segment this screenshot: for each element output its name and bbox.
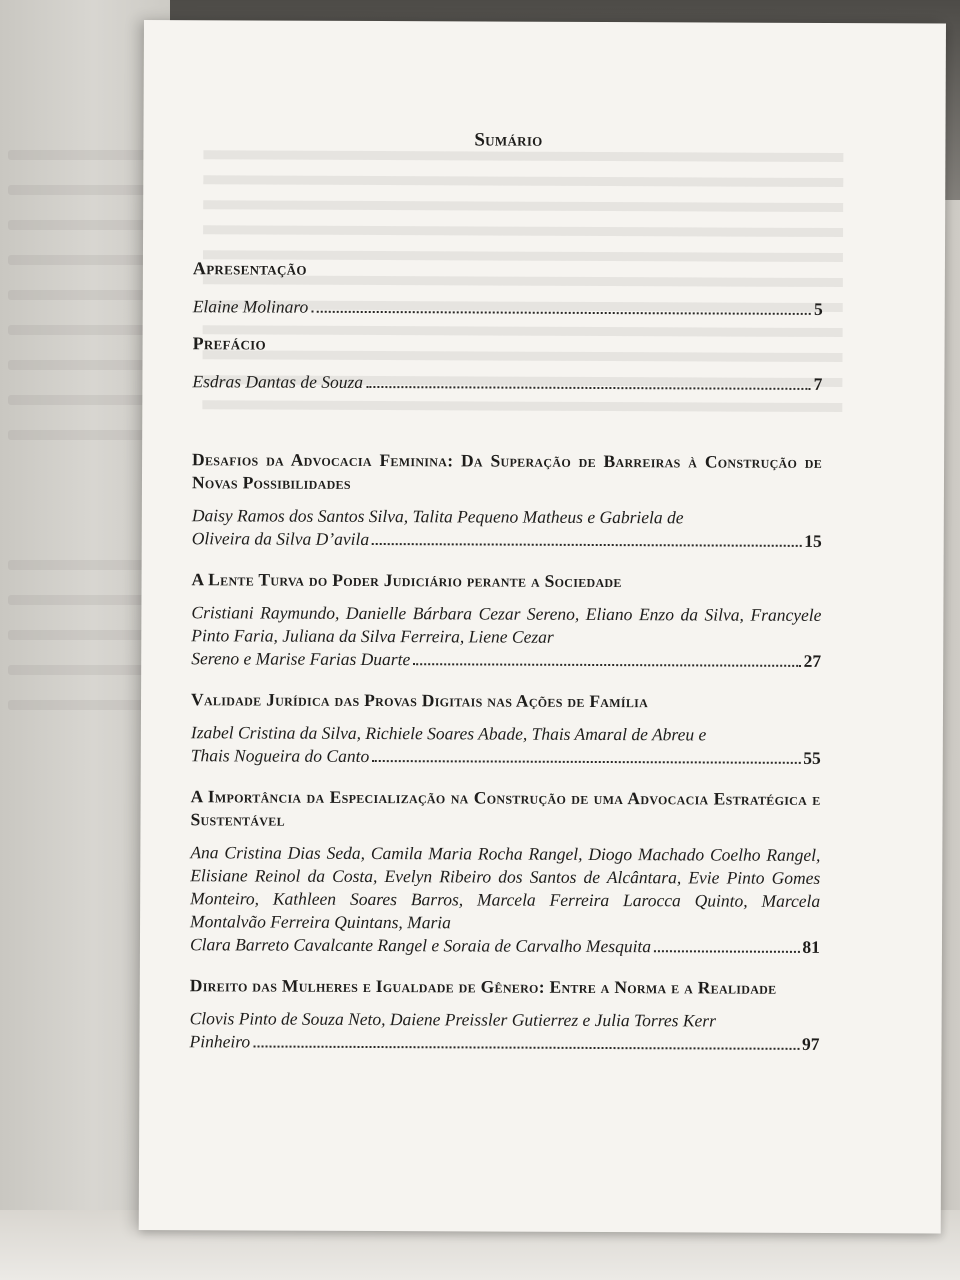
dot-leader [253,1044,799,1049]
chapter-title: A Importância da Especialização na Construção de uma Advocacia Estratégica e Sustentável [190,786,821,830]
entry-author: Esdras Dantas de Souza [192,371,364,392]
toc-chapter-1[interactable] [192,448,822,553]
dot-leader [372,759,800,764]
section-heading-prefacio: Prefácio [192,333,266,354]
chapter-authors-last-line [191,647,821,673]
chapter-authors-last-line [191,744,821,770]
chapter-authors: Daisy Ramos dos Santos Silva, Talita Pequeno Matheus e Gabriela de [191,505,684,528]
page-number: 97 [801,1033,820,1054]
dot-leader [372,542,801,547]
section-heading-apresentacao: Apresentação [192,258,307,279]
toc-entry-apresentacao[interactable] [193,295,823,320]
chapter-authors: Cristiani Raymundo, Danielle Bárbara Cezar Sereno, Eliano Enzo da Silva, Francyele Pinto Faria, Juliana da Silva Ferreira, Liene Cezar [191,602,822,647]
table-of-contents [189,128,823,1074]
page-number: 81 [802,936,821,957]
chapter-title: Desafios da Advocacia Feminina: Da Superação de Barreiras à Construção de Novas Possibilidades [191,449,823,493]
page-number: 27 [803,650,822,671]
toc-title: Sumário [474,129,543,151]
dot-leader [413,662,800,667]
entry-author: Elaine Molinaro [192,296,309,317]
chapter-authors-end: Sereno e Marise Farias Duarte [191,648,411,670]
page-number: 55 [803,747,821,768]
dot-leader [366,385,811,390]
chapter-authors-end: Oliveira da Silva D’avila [191,528,370,549]
page-number: 5 [813,298,823,319]
chapter-authors-last-line [190,933,820,959]
chapter-authors-end: Thais Nogueira do Canto [190,745,370,766]
chapter-authors: Clovis Pinto de Souza Neto, Daiene Preissler Gutierrez e Julia Torres Kerr [189,1008,716,1031]
chapter-authors-last-line [189,1030,819,1056]
page-number: 7 [813,373,823,394]
toc-chapter-5[interactable] [189,974,819,1056]
chapter-title: Validade Jurídica das Provas Digitais nas Ações de Família [190,689,649,712]
chapter-authors: Ana Cristina Dias Seda, Camila Maria Rocha Rangel, Diogo Machado Coelho Rangel, Elisiane Reinol da Costa, Evelyn Ribeiro dos Santos de Alcântara, Evie Pinto Gomes Monteiro, Kathleen Soares Barros, Marcela Ferreira Larocca Quinto, Marcela Montalvão Ferreira Quintans, Maria [190,842,821,933]
toc-chapter-2[interactable] [191,568,821,673]
toc-entry-prefacio[interactable] [192,370,822,395]
dot-leader [311,310,811,315]
chapter-authors: Izabel Cristina da Silva, Richiele Soares Abade, Thais Amaral de Abreu e [190,722,707,745]
chapter-title: Direito das Mulheres e Igualdade de Gênero: Entre a Norma e a Realidade [189,975,777,998]
chapter-authors-end: Pinheiro [189,1031,251,1052]
chapter-authors-last-line [192,527,822,553]
page-number: 15 [804,530,822,551]
chapter-title: A Lente Turva do Poder Judiciário perante a Sociedade [191,569,622,592]
book-page [139,20,946,1233]
chapter-authors-end: Clara Barreto Cavalcante Rangel e Soraia de Carvalho Mesquita [189,934,652,957]
toc-chapter-4[interactable] [190,785,821,959]
toc-chapter-3[interactable] [191,688,821,770]
dot-leader [654,949,799,953]
